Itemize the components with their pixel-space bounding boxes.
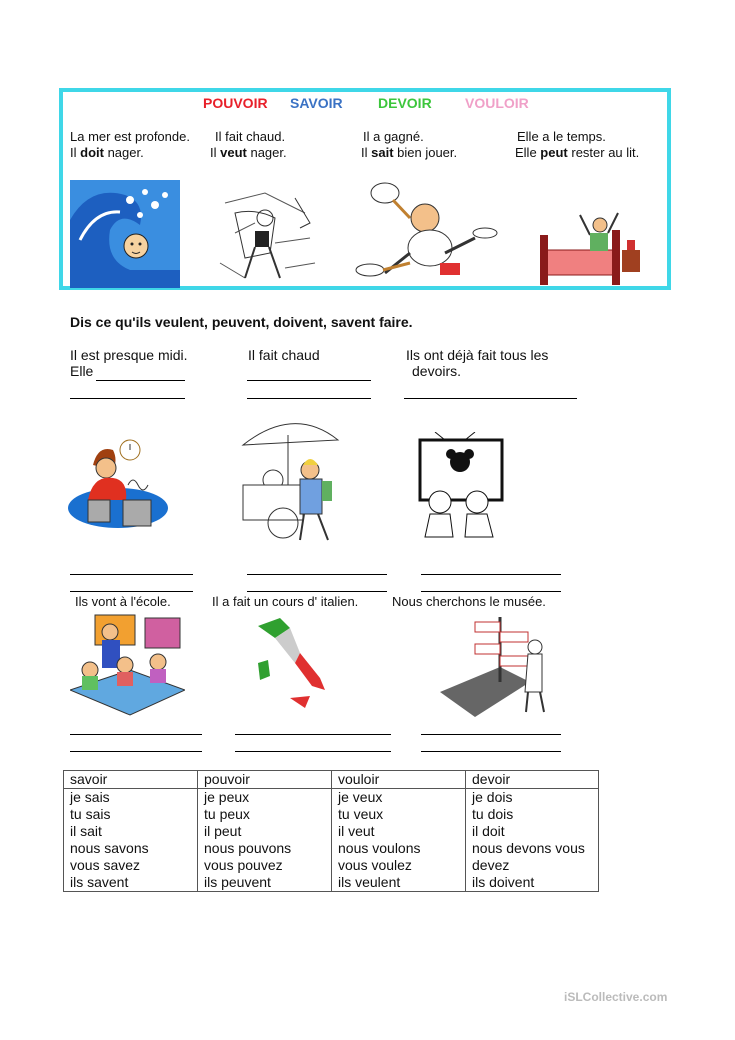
answer-line[interactable] [247,574,387,575]
ice-cream-cart-image [238,415,350,548]
table-cell: ils doivent [466,874,599,892]
answer-line[interactable] [421,751,561,752]
answer-line[interactable] [247,398,371,399]
prompt-2: Il fait chaud [248,347,320,363]
verb-savoir: SAVOIR [290,95,343,111]
example-4: Elle a le temps. Elle peut rester au lit. [515,129,640,160]
table-row [64,806,599,823]
prompt-4: Ils vont à l'école. [75,594,171,609]
table-cell: tu veux [332,806,466,823]
table-cell: vous pouvez [198,857,332,874]
answer-line[interactable] [404,398,577,399]
answer-line[interactable] [421,734,561,735]
col-header-devoir: devoir [466,771,599,789]
col-header-vouloir: vouloir [332,771,466,789]
prompt-5: Il a fait un cours d' italien. [212,594,359,609]
verb-pouvoir: POUVOIR [203,95,268,111]
table-row [64,874,599,892]
answer-line[interactable] [247,591,387,592]
answer-line[interactable] [70,734,202,735]
table-cell: ils veulent [332,874,466,892]
table-cell: nous savons [64,840,198,857]
prompt-3: Ils ont déjà fait tous les devoirs. [406,347,549,379]
answer-line[interactable] [70,398,185,399]
conjugation-table [63,770,599,892]
table-row [64,857,599,874]
table-cell: il veut [332,823,466,840]
verb-vouloir: VOULOIR [465,95,529,111]
table-cell: il doit [466,823,599,840]
tv-kids-image [415,432,505,540]
answer-line[interactable] [235,734,391,735]
col-header-savoir: savoir [64,771,198,789]
example-3: Il a gagné. Il sait bien jouer. [361,129,458,160]
answer-line[interactable] [235,751,391,752]
prompt-6: Nous cherchons le musée. [392,594,546,609]
table-row [64,823,599,840]
cooking-woman-image [68,430,168,535]
answer-line[interactable] [70,751,202,752]
table-row [64,840,599,857]
table-cell: ils peuvent [198,874,332,892]
table-cell: il peut [198,823,332,840]
school-class-image [70,610,185,720]
museum-signpost-image [440,612,555,720]
table-cell: nous devons vous [466,840,599,857]
table-cell: nous voulons [332,840,466,857]
table-cell: tu dois [466,806,599,823]
answer-line[interactable] [421,591,561,592]
answer-line[interactable] [421,574,561,575]
table-cell: ils savent [64,874,198,892]
watermark: iSLCollective.com [564,990,668,1004]
table-cell: vous savez [64,857,198,874]
table-cell: tu peux [198,806,332,823]
table-cell: tu sais [64,806,198,823]
col-header-pouvoir: pouvoir [198,771,332,789]
table-cell: il sait [64,823,198,840]
table-cell: devez [466,857,599,874]
answer-line[interactable] [70,591,193,592]
example-2: Il fait chaud. Il veut nager. [210,129,287,160]
prompt-1: Il est presque midi. Elle [70,347,188,379]
table-row [64,789,599,807]
table-header-row [64,771,599,789]
hot-man-image [215,183,320,288]
table-cell: je peux [198,789,332,807]
table-cell: je sais [64,789,198,807]
exercise-title: Dis ce qu'ils veulent, peuvent, doivent, savent faire. [70,314,413,330]
verb-devoir: DEVOIR [378,95,432,111]
table-cell: vous voulez [332,857,466,874]
table-cell: je dois [466,789,599,807]
answer-line[interactable] [70,574,193,575]
answer-line[interactable] [247,380,371,381]
wave-swimmer-image [70,180,180,288]
answer-line[interactable] [96,380,185,381]
table-cell: je veux [332,789,466,807]
bed-girl-image [540,205,645,290]
example-1: La mer est profonde. Il doit nager. [70,129,190,160]
table-cell: nous pouvons [198,840,332,857]
italy-map-image [250,618,330,710]
tennis-winner-image [355,178,505,288]
